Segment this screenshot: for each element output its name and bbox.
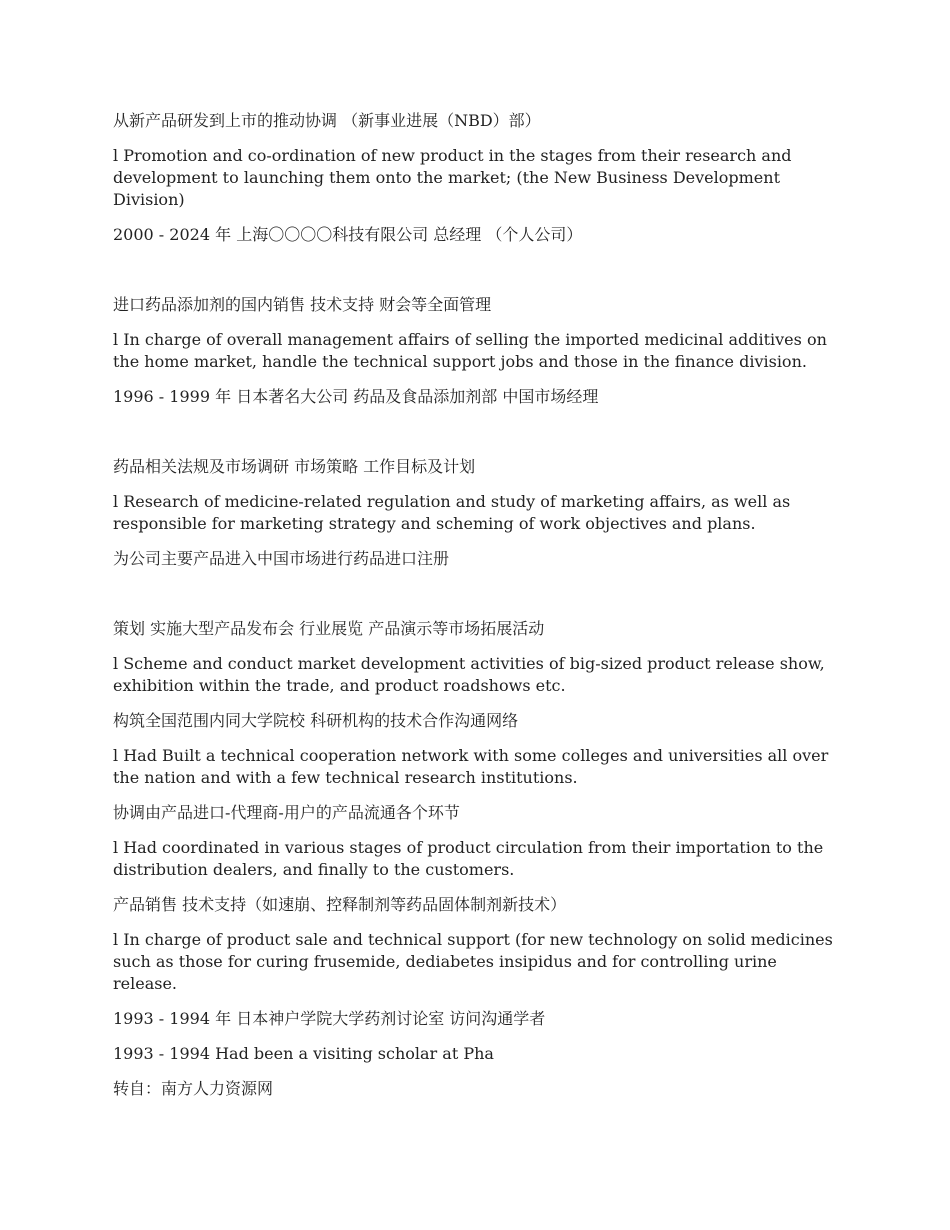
- paragraph: 进口药品添加剂的国内销售 技术支持 财会等全面管理: [113, 295, 492, 314]
- paragraph: l Had Built a technical cooperation network with some colleges and universities all over the nation and with a few technical research institutions.: [113, 746, 829, 787]
- paragraph: 转自：南方人力资源网: [113, 1079, 274, 1098]
- paragraph: 1996 - 1999 年 日本著名大公司 药品及食品添加剂部 中国市场经理: [113, 387, 599, 406]
- section-gap: [113, 583, 843, 618]
- document-body: [113, 110, 843, 1113]
- paragraph: 从新产品研发到上市的推动协调 （新事业进展（NBD）部）: [113, 111, 541, 130]
- paragraph: l Scheme and conduct market development activities of big-sized product release show, exhibition within the trade, and product roadshows etc.: [113, 654, 825, 695]
- paragraph: 1993 - 1994 年 日本神户学院大学药剂讨论室 访问沟通学者: [113, 1009, 546, 1028]
- paragraph: 药品相关法规及市场调研 市场策略 工作目标及计划: [113, 457, 476, 476]
- paragraph: l In charge of product sale and technical support (for new technology on solid medicines such as those for curing frusemide, dediabetes insipidus and for controlling urine release.: [113, 930, 833, 993]
- paragraph: 策划 实施大型产品发布会 行业展览 产品演示等市场拓展活动: [113, 619, 545, 638]
- paragraph: 协调由产品进口-代理商-用户的产品流通各个环节: [113, 803, 460, 822]
- paragraph: 构筑全国范围内同大学院校 科研机构的技术合作沟通网络: [113, 711, 519, 730]
- paragraph: 2000 - 2024 年 上海〇〇〇〇科技有限公司 总经理 （个人公司）: [113, 225, 583, 244]
- paragraph: 为公司主要产品进入中国市场进行药品进口注册: [113, 549, 450, 568]
- paragraph: l Promotion and co-ordination of new product in the stages from their research and development to launching them onto the market; (the New Business Development Division): [113, 146, 792, 209]
- paragraph: l In charge of overall management affairs of selling the imported medicinal additives on the home market, handle the technical support jobs and those in the finance division.: [113, 330, 827, 371]
- section-gap: [113, 259, 843, 294]
- paragraph: 1993 - 1994 Had been a visiting scholar at Pha: [113, 1044, 494, 1063]
- section-gap: [113, 421, 843, 456]
- paragraph: 产品销售 技术支持（如速崩、控释制剂等药品固体制剂新技术）: [113, 895, 567, 914]
- paragraph: l Had coordinated in various stages of product circulation from their importation to the distribution dealers, and finally to the customers.: [113, 838, 824, 879]
- paragraph: l Research of medicine-related regulation and study of marketing affairs, as well as responsible for marketing strategy and scheming of work objectives and plans.: [113, 492, 791, 533]
